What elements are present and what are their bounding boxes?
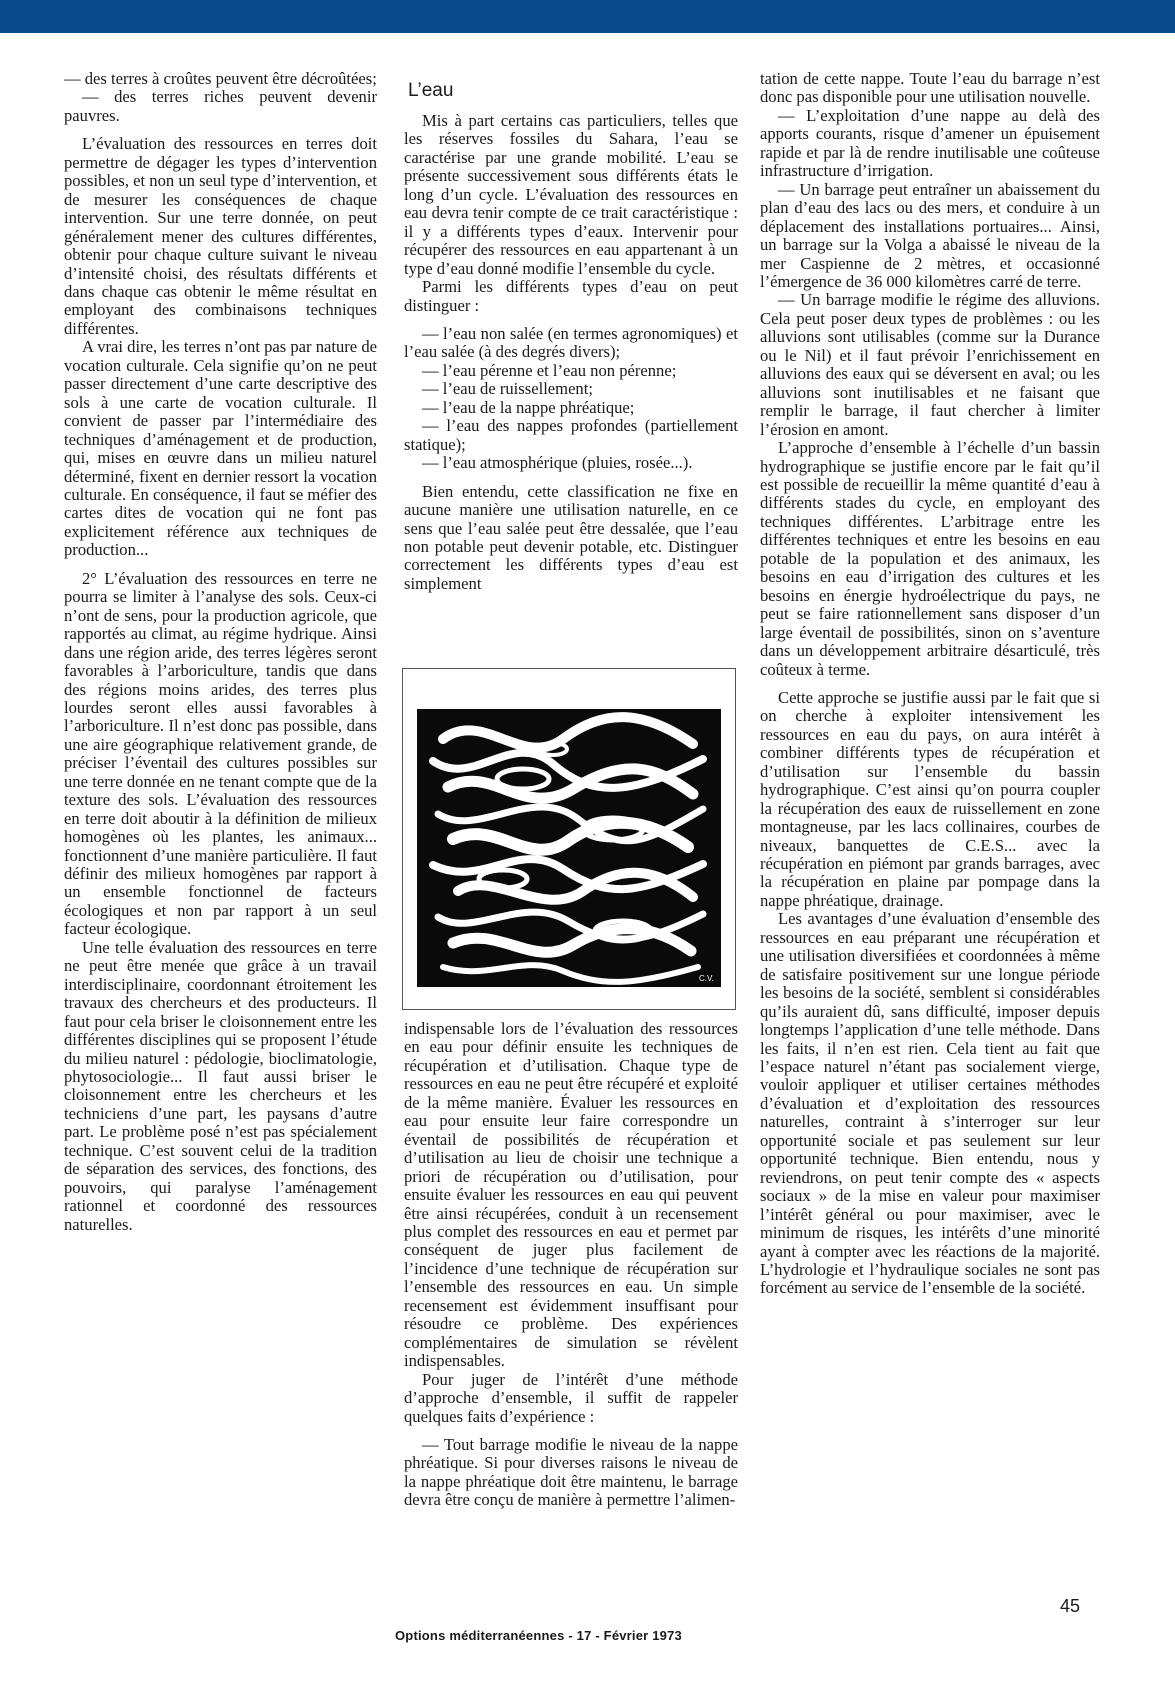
paragraph: A vrai dire, les terres n’ont pas par nature de vocation culturale. Cela signifie qu’on ne peut passer directement d’une carte descriptive des sols à une carte de vocation culturale. Il convient de passer par l’intermédiaire des techniques d’aménagement et de production, qui, mises en œuvre dans un milieu naturel déterminé, fixent en dernier ressort la vocation culturale. En conséquence, il faut se méfier des cartes dites de vocation qui ne font pas explicitement référence aux techniques de production... [64, 337, 377, 560]
column-left [64, 70, 377, 1234]
list-item: — l’eau des nappes profondes (partiellement statique); [404, 416, 738, 454]
wave-pattern-image [403, 669, 735, 1009]
list-item: — l’eau pérenne et l’eau non pérenne; [422, 360, 677, 380]
paragraph: Bien entendu, cette classification ne fixe en aucune manière une utilisation naturelle, en ce sens que l’eau salée peut être dessalée, que l’eau non potable peut devenir potable, etc. Distinguer correctement les différents types d’eau est simplement [404, 481, 738, 593]
list-item: — l’eau de la nappe phréatique; [422, 397, 635, 417]
figure-illustration [402, 668, 736, 1010]
paragraph: Une telle évaluation des ressources en terre ne peut être menée que grâce à un travail interdisciplinaire, coordonnant étroitement les travaux des chercheurs et des producteurs. Il faut pour cela briser le cloisonnement entre les différentes disciplines qui se proposent l’étude du milieu naturel : pédologie, bioclimatologie, phytosociologie... Il faut aussi briser le cloisonnement entre les chercheurs et les techniciens d’une part, les paysans d’autre part. Le problème posé n’est pas spécialement technique. C’est souvent celui de la tradition de séparation des services, des fonctions, des pouvoirs, qui paralyse l’aménagement rationnel et coordonné des ressources naturelles. [64, 937, 377, 1234]
paragraph: — L’exploitation d’une nappe au delà des apports courants, risque d’amener un épuisement rapide et par là de rendre inutilisable une coûteuse infrastructure d’irrigation. [760, 105, 1100, 181]
paragraph: Mis à part certains cas particuliers, telles que les réserves fossiles du Sahara, l’eau se caractérise par une grande mobilité. L’eau se présente successivement sous différents états le long d’un cycle. L’évaluation des ressources en eau devra tenir compte de ce trait caractéristique : il y a différents types d’eaux. Intervenir pour récupérer des ressources en eau appartenant à un type d’eau donné modifie l’ensemble du cycle. [404, 111, 738, 278]
paragraph: — des terres riches peuvent devenir pauvres. [64, 87, 377, 125]
paragraph: — Un barrage modifie le régime des alluvions. Cela peut poser deux types de problèmes : ou les alluvions sont utilisables (comme sur la Durance ou le Nil) et il faut prévoir l’enrichissement en alluvions des eaux qui se déversent en aval; ou les alluvions sont inutilisables et ne faisant que remplir le barrage, il faut chercher à limiter l’érosion en amont. [760, 290, 1100, 439]
list-item: — l’eau non salée (en termes agronomiques) et l’eau salée (à des degrés divers); [404, 323, 738, 362]
paragraph: Les avantages d’une évaluation d’ensemble des ressources en eau préparant une récupération et une utilisation diversifiées et coordonnées à même de satisfaire positivement sur une longue période les besoins de la société, semblent si considérables qu’ils auraient dû, sans difficulté, imposer depuis longtemps l’application d’une telle méthode. Dans les faits, il n’en est rien. Cela tient au fait que l’espace naturel n’étant pas socialement vierge, vouloir appliquer et utiliser certaines méthodes d’évaluation et d’exploitation des ressources naturelles, contraint à s’interroger sur leur opportunité sociale et pas seulement sur leur opportunité technique. Bien entendu, nous y reviendrons, on peut tenir compte des « aspects sociaux » de la mise en valeur pour maximiser l’intérêt général ou pour maximiser, avec le minimum de risques, les intérêts d’une minorité ayant à compter avec les réactions de la majorité. L’hydrologie et l’hydraulique sociales ne sont pas forcément au service de l’ensemble de la société. [760, 909, 1100, 1298]
paragraph: tation de cette nappe. Toute l’eau du barrage n’est donc pas disponible pour une utilisation nouvelle. [760, 69, 1100, 107]
paragraph: L’évaluation des ressources en terres doit permettre de dégager les types d’intervention possibles, et non un seul type d’intervention, et de mesurer les conséquences de chaque intervention. Sur une terre donnée, on peut généralement mener des cultures différentes, obtenir pour chaque culture suivant le niveau d’intensité choisi, des résultats différents et dans chaque cas obtenir le même résultat en employant des combinaisons techniques différentes. [64, 134, 377, 338]
paragraph: Pour juger de l’intérêt d’une méthode d’approche d’ensemble, il suffit de rappeler quelques faits d’expérience : [404, 1369, 738, 1426]
paragraph: — Tout barrage modifie le niveau de la nappe phréatique. Si pour diverses raisons le niveau de la nappe phréatique doit être maintenu, le barrage devra être conçu de manière à permettre l’alimen- [404, 1434, 738, 1510]
list-item: — l’eau de ruissellement; [422, 379, 593, 399]
journal-footer: Options méditerranéennes - 17 - Février 1973 [395, 1628, 682, 1643]
artist-signature: C.V. [699, 974, 714, 983]
list-item: — l’eau atmosphérique (pluies, rosée...). [422, 453, 693, 473]
column-right [760, 70, 1100, 1298]
paragraph: — des terres à croûtes peuvent être décroûtées; [64, 69, 377, 88]
paragraph: indispensable lors de l’évaluation des ressources en eau pour définir ensuite les techniques de récupération et d’utilisation. Chaque type de ressources en eau ne peut être récupéré et exploité de la même manière. Évaluer les ressources en eau pour ensuite leur faire correspondre un éventail de possibilités de récupération et d’utilisation au lieu de choisir une technique a priori de récupération ou d’utilisation, pour ensuite évaluer les ressources en eau qui peuvent être ainsi récupérées, conduit à un recensement plus complet des ressources en eau et permet par conséquent de juger plus facilement de l’incidence d’une technique de récupération sur l’ensemble des ressources en eau. Un simple recensement est évidemment insuffisant pour résoudre ce problème. Des expériences complémentaires de simulation se révèlent indispensables. [404, 1019, 738, 1371]
section-heading: L’eau [408, 80, 454, 101]
paragraph: — Un barrage peut entraîner un abaissement du plan d’eau des lacs ou des mers, et conduire à un déplacement des installations portuaires... Ainsi, un barrage sur la Volga a abaissé le niveau de la mer Caspienne de 2 mètres, et occasionné l’émergence de 36 000 kilomètres carré de terre. [760, 179, 1100, 291]
column-middle-bottom [404, 1020, 738, 1510]
paragraph: Parmi les différents types d’eau on peut distinguer : [404, 277, 738, 315]
page-number: 45 [1060, 1596, 1081, 1616]
top-color-band [0, 0, 1175, 33]
column-middle-top [404, 70, 738, 593]
paragraph: Cette approche se justifie aussi par le fait que si on cherche à exploiter intensivement les ressources en eau du pays, on aura intérêt à combiner différents types de récupération et d’utilisation sur l’ensemble du bassin hydrographique. C’est ainsi qu’on pourra coupler la récupération des eaux de ruissellement en zone montagneuse, par les lacs collinaires, courbes de niveaux, banquettes de C.E.S... avec la récupération en piémont par grands barrages, avec la récupération en plaine par pompage dans la nappe phréatique, drainage. [760, 687, 1100, 910]
paragraph: 2° L’évaluation des ressources en terre ne pourra se limiter à l’analyse des sols. Ceux-ci n’ont de sens, pour la production agricole, que rapportés au climat, au régime hydrique. Ainsi dans une région aride, des terres légères seront favorables à l’arboriculture, tandis que dans des régions moins arides, des terres plus lourdes seront elles aussi favorables à l’arboriculture. Il n’est donc pas possible, dans une aire géographique relativement grande, de préciser l’éventail des cultures possibles sur une terre donnée en ne tenant compte que de la texture des sols. L’évaluation des ressources en terre doit aboutir à la définition de milieux homogènes où les plantes, les animaux... fonctionnent d’une manière particulière. Il faut définir des milieux homogènes par rapport à un ensemble fonctionnel de facteurs écologiques et non par rapport à un seul facteur écologique. [64, 568, 377, 939]
paragraph: L’approche d’ensemble à l’échelle d’un bassin hydrographique se justifie encore par le fait qu’il est possible de recueillir la même quantité d’eau à différents stades du cycle, en employant des techniques différentes. L’arbitrage entre les différentes techniques et entre les besoins en eau potable de la population et des animaux, les besoins en eau d’irrigation des cultures et les besoins en énergie hydroélectrique du pays, ne peut se faire rationnellement sans disposer d’un large éventail de possibilités, sinon on s’aventure dans un développement arbitraire désarticulé, très coûteux à terme. [760, 438, 1100, 679]
